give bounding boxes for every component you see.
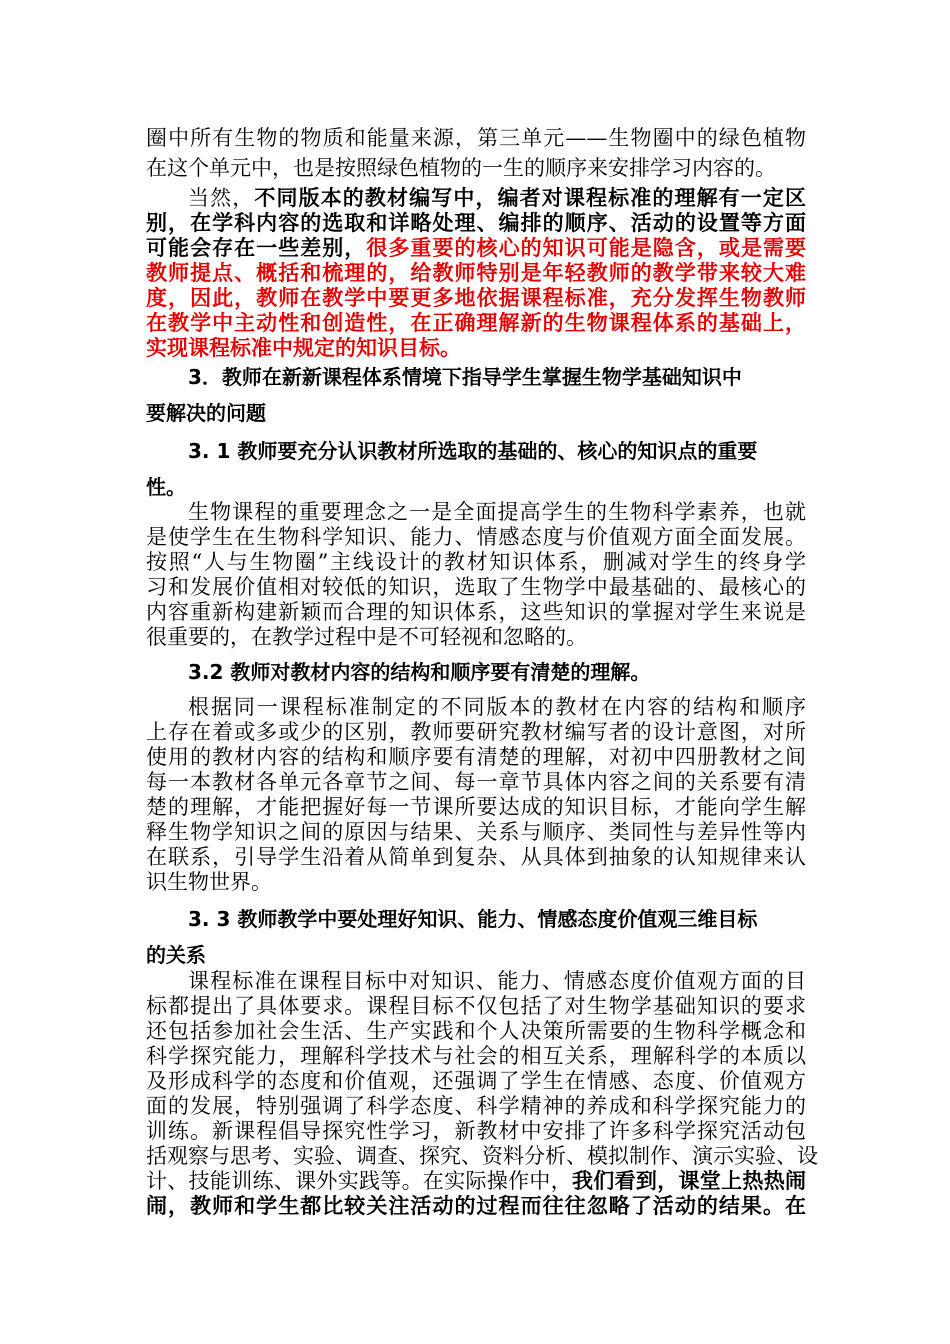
red-emphasis-line: 实现课程标准中规定的知识目标。 <box>146 335 461 360</box>
text-line: 在这个单元中，也是按照绿色植物的一生的顺序来安排学习内容的。 <box>146 156 776 180</box>
text-line: 按照“人与生物圈”主线设计的教材知识体系，删减对学生的终身学 <box>146 550 806 574</box>
text-line: 别，在学科内容的选取和详略处理、编排的顺序、活动的设置等方面 <box>146 210 806 235</box>
text-line: 圈中所有生物的物质和能量来源，第三单元——生物圈中的绿色植物 <box>146 126 806 150</box>
text-line: 科学探究能力，理解科学技术与社会的相互关系，理解科学的本质以 <box>146 1044 806 1068</box>
text-line: 根据同一课程标准制定的不同版本的教材在内容的结构和顺序 <box>188 695 806 719</box>
text-line: 内容重新构建新颖而合理的知识体系，这些知识的掌握对学生来说是 <box>146 600 806 624</box>
text-line: 闹，教师和学生都比较关注活动的过程而往往忽略了活动的结果。在 <box>146 1193 806 1218</box>
section-heading: 要解决的问题 <box>146 401 266 425</box>
text-line: 训练。新课程倡导探究性学习，新教材中安排了许多科学探究活动包 <box>146 1119 806 1143</box>
bold-span: 不同版本的教材编写中，编者对课程标准的理解有一定区 <box>254 185 807 210</box>
text-line: 识生物世界。 <box>146 870 272 894</box>
subsection-heading: 3. 3 教师教学中要处理好知识、能力、情感态度价值观三维目标 <box>188 907 758 931</box>
text-line: 很重要的，在教学过程中是不可轻视和忽略的。 <box>146 625 587 649</box>
bold-span: 可能会存在一些差别， <box>146 235 367 260</box>
text-line: 是使学生在生物科学知识、能力、情感态度与价值观方面全面发展。 <box>146 525 806 549</box>
text-line: 面的发展，特别强调了科学态度、科学精神的养成和科学探究能力的 <box>146 1094 806 1118</box>
text-line: 课程标准在课程目标中对知识、能力、情感态度价值观方面的目 <box>188 969 806 993</box>
text-line: 在联系，引导学生沿着从简单到复杂、从具体到抽象的认知规律来认 <box>146 845 806 869</box>
text-line: 及形成科学的态度和价值观，还强调了学生在情感、态度、价值观方 <box>146 1069 806 1093</box>
red-emphasis-line: 在教学中主动性和创造性，在正确理解新的生物课程体系的基础上， <box>146 310 806 335</box>
text-line: 还包括参加社会生活、生产实践和个人决策所需要的生物科学概念和 <box>146 1019 806 1043</box>
subsection-heading: 3.2 教师对教材内容的结构和顺序要有清楚的理解。 <box>188 660 651 684</box>
text-line: 上存在着或多或少的区别，教师要研究教材编写者的设计意图，对所 <box>146 720 806 744</box>
red-emphasis-span: 很多重要的核心的知识可能是隐含，或是需要 <box>366 235 807 260</box>
section-heading: 3．教师在新新课程体系情境下指导学生掌握生物学基础知识中 <box>188 365 742 389</box>
plain-span: 当然， <box>188 186 255 210</box>
text-line: 使用的教材内容的结构和顺序要有清楚的理解，对初中四册教材之间 <box>146 745 806 769</box>
subsection-heading: 3. 1 教师要充分认识教材所选取的基础的、核心的知识点的重要 <box>188 439 758 463</box>
text-line: 标都提出了具体要求。课程目标不仅包括了对生物学基础知识的要求 <box>146 994 806 1018</box>
text-line: 习和发展价值相对较低的知识，选取了生物学中最基础的、最核心的 <box>146 575 806 599</box>
subsection-heading: 性。 <box>146 475 186 499</box>
text-line: 楚的理解，才能把握好每一节课所要达成的知识目标，才能向学生解 <box>146 795 806 819</box>
text-line: 括观察与思考、实验、调查、探究、资料分析、模拟制作、演示实验、设 <box>146 1144 818 1168</box>
red-emphasis-line: 度，因此，教师在教学中要更多地依据课程标准，充分发挥生物教师 <box>146 285 806 310</box>
plain-span: 计、技能训练、课外实践等。在实际操作中， <box>146 1169 572 1193</box>
bold-span: 我们看到，课堂上热热闹 <box>572 1168 806 1193</box>
text-line: 释生物学知识之间的原因与结果、关系与顺序、类同性与差异性等内 <box>146 820 806 844</box>
text-line: 每一本教材各单元各章节之间、每一章节具体内容之间的关系要有清 <box>146 770 806 794</box>
red-emphasis-line: 教师提点、概括和梳理的，给教师特别是年轻教师的教学带来较大难 <box>146 260 806 285</box>
subsection-heading: 的关系 <box>146 943 206 967</box>
text-line: 生物课程的重要理念之一是全面提高学生的生物科学素养，也就 <box>188 500 806 524</box>
